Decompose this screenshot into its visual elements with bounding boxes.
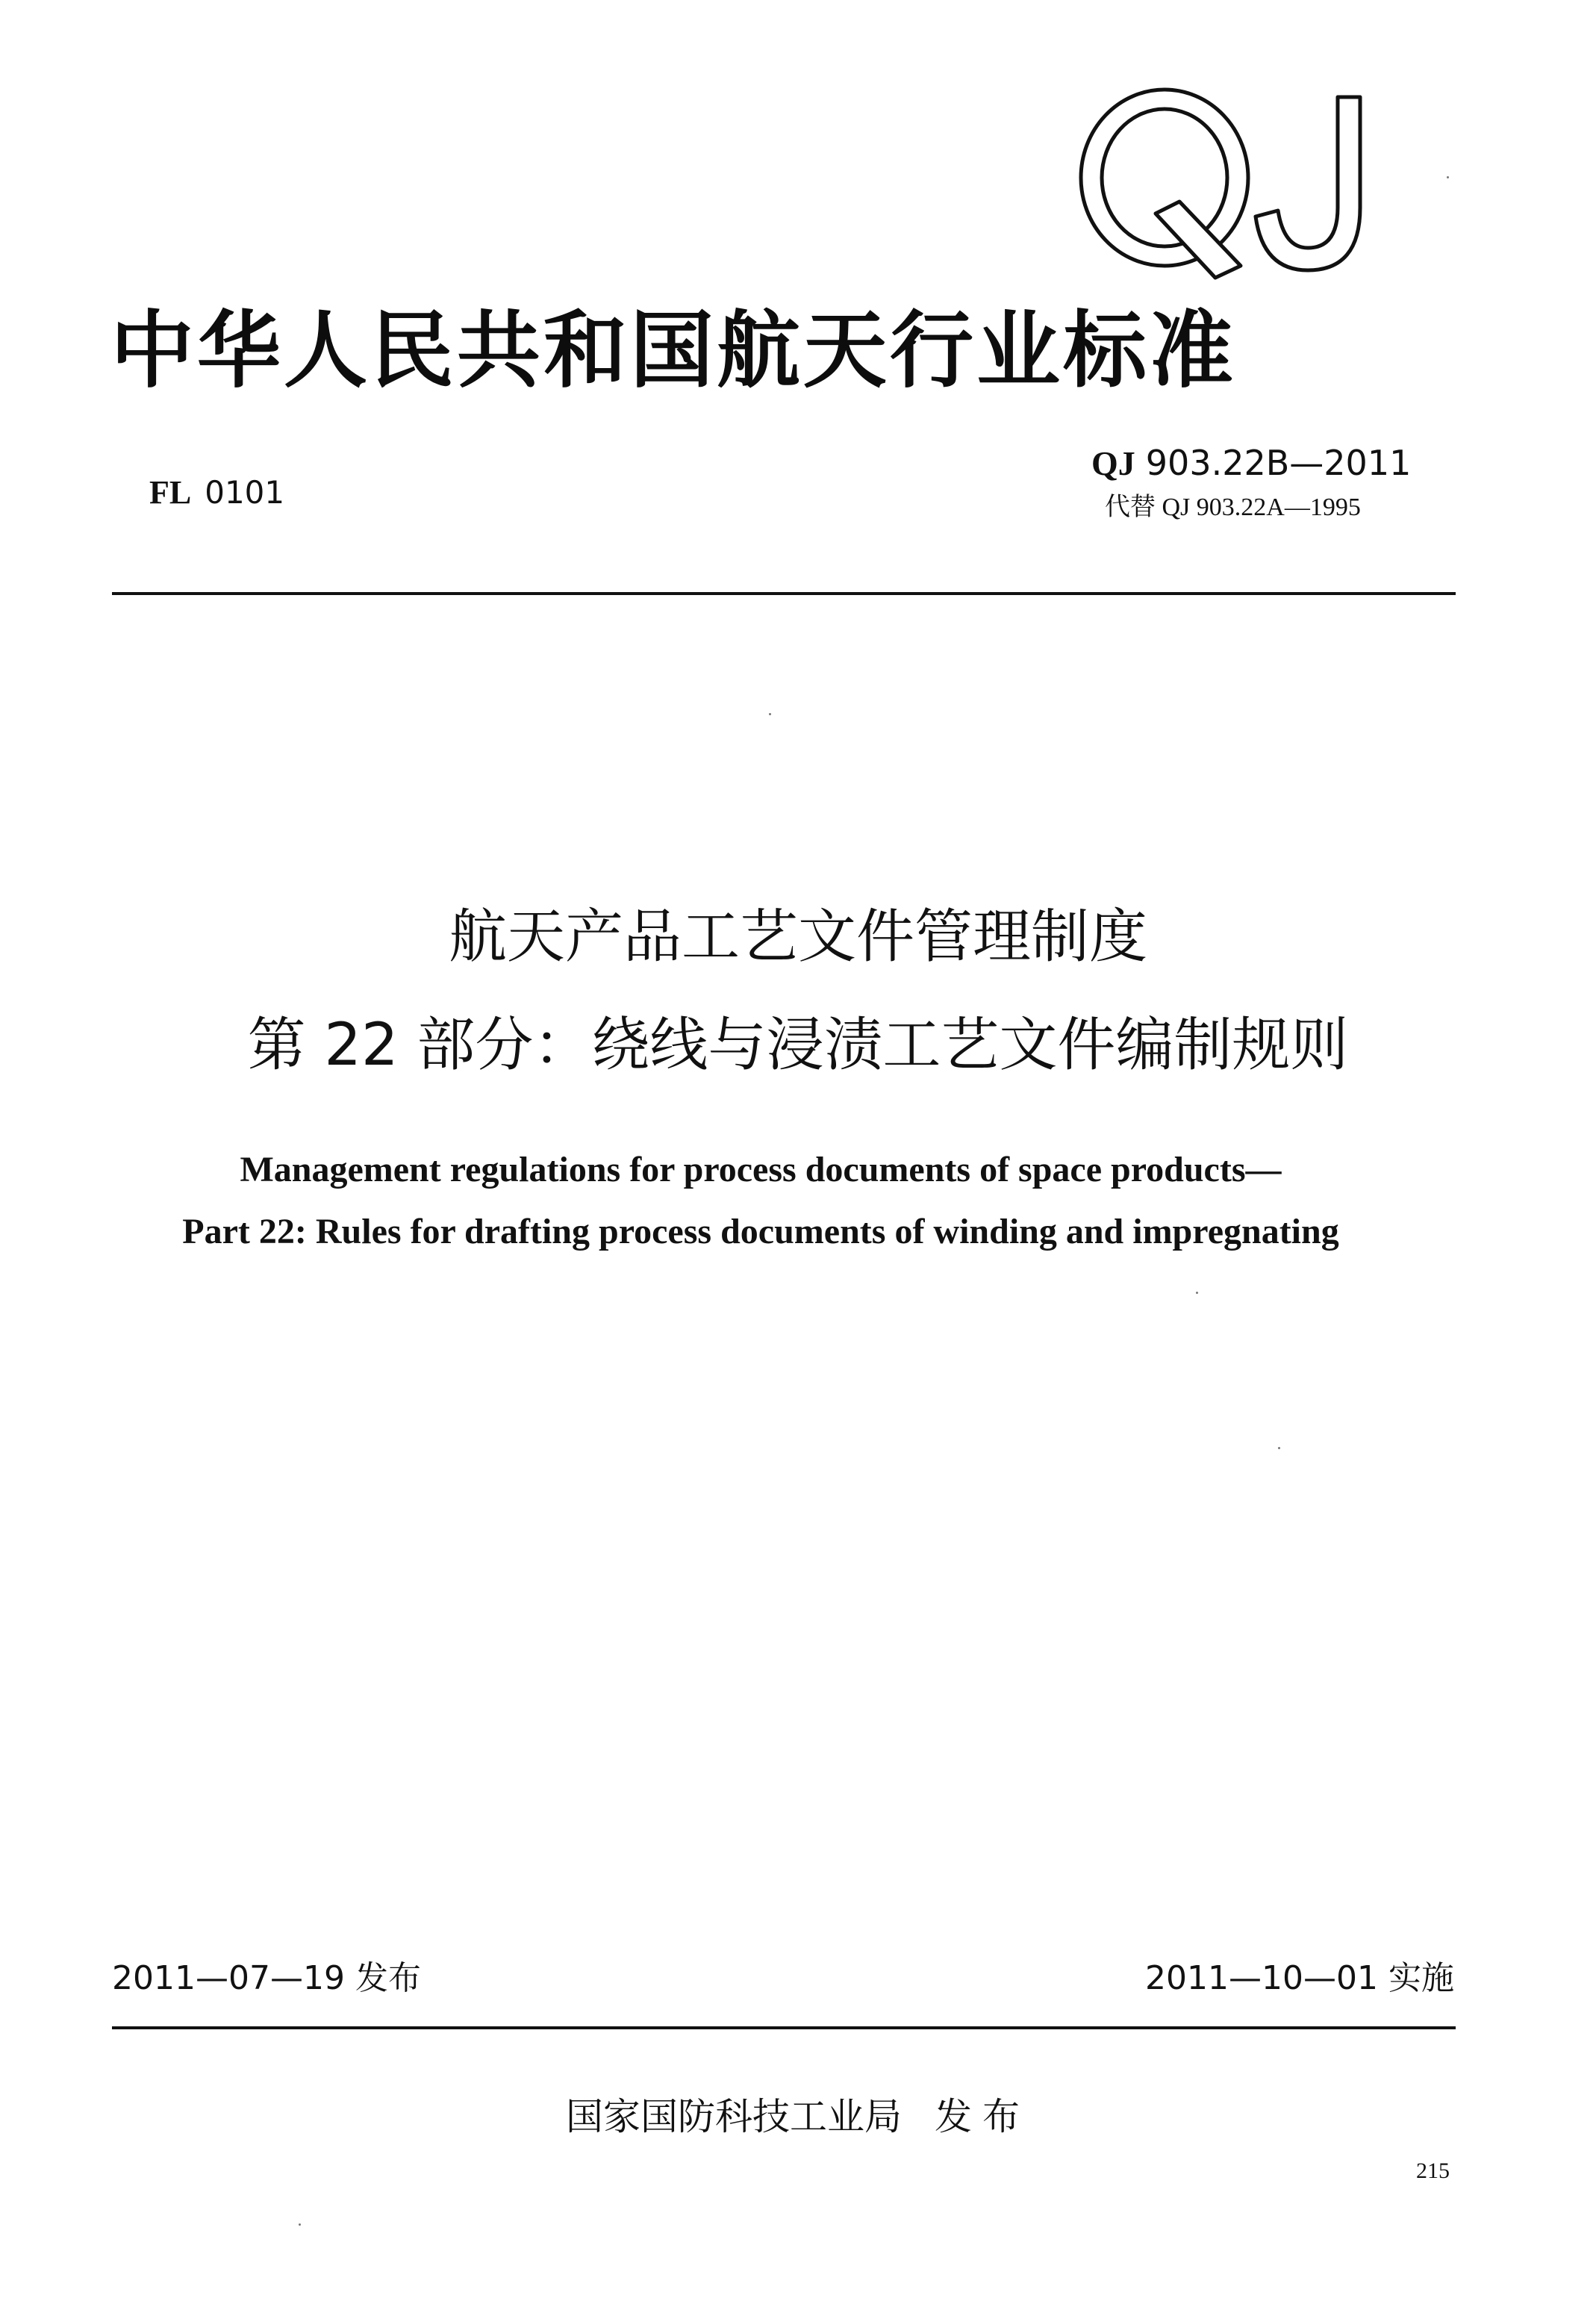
publisher (0, 2091, 1596, 2143)
title-en-line2: Part 22: Rules for drafting process documents of winding and impregnating (182, 1212, 1339, 1251)
header-divider (112, 592, 1456, 595)
title-cn-line1: 航天产品工艺文件管理制度 (448, 903, 1147, 971)
classification-prefix: FL (149, 474, 192, 511)
page-number: 215 (1416, 2158, 1450, 2183)
title-cn-line2: 第 22 部分：绕线与浸渍工艺文件编制规则 (247, 1012, 1349, 1079)
standard-number (1091, 441, 1411, 486)
scan-speck (1196, 1292, 1198, 1294)
issue-date: 2011—07—19 发布 (112, 1959, 421, 1997)
title-en-line1: Management regulations for process documents of space products— (240, 1150, 1282, 1189)
standard-name-cn: 中华人民共和国航天行业标准 (110, 302, 1236, 399)
qj-logo (1067, 82, 1381, 284)
classification-number: 0101 (205, 474, 285, 511)
standard-number-prefix: QJ (1091, 444, 1135, 482)
scan-speck (1447, 176, 1449, 178)
standard-number-value: 903.22B—2011 (1145, 443, 1412, 483)
scan-speck (299, 2223, 301, 2226)
implementation-date: 2011—10—01 实施 (1145, 1959, 1454, 1997)
footer-divider (112, 2026, 1456, 2029)
classification-code (149, 470, 284, 515)
replaces-standard: 代替 QJ 903.22A—1995 (1105, 494, 1361, 521)
publisher-verb: 发布 (935, 2095, 1030, 2138)
publisher-name: 国家国防科技工业局 (566, 2095, 902, 2138)
scan-speck (1278, 1447, 1280, 1449)
scan-speck (769, 713, 771, 715)
